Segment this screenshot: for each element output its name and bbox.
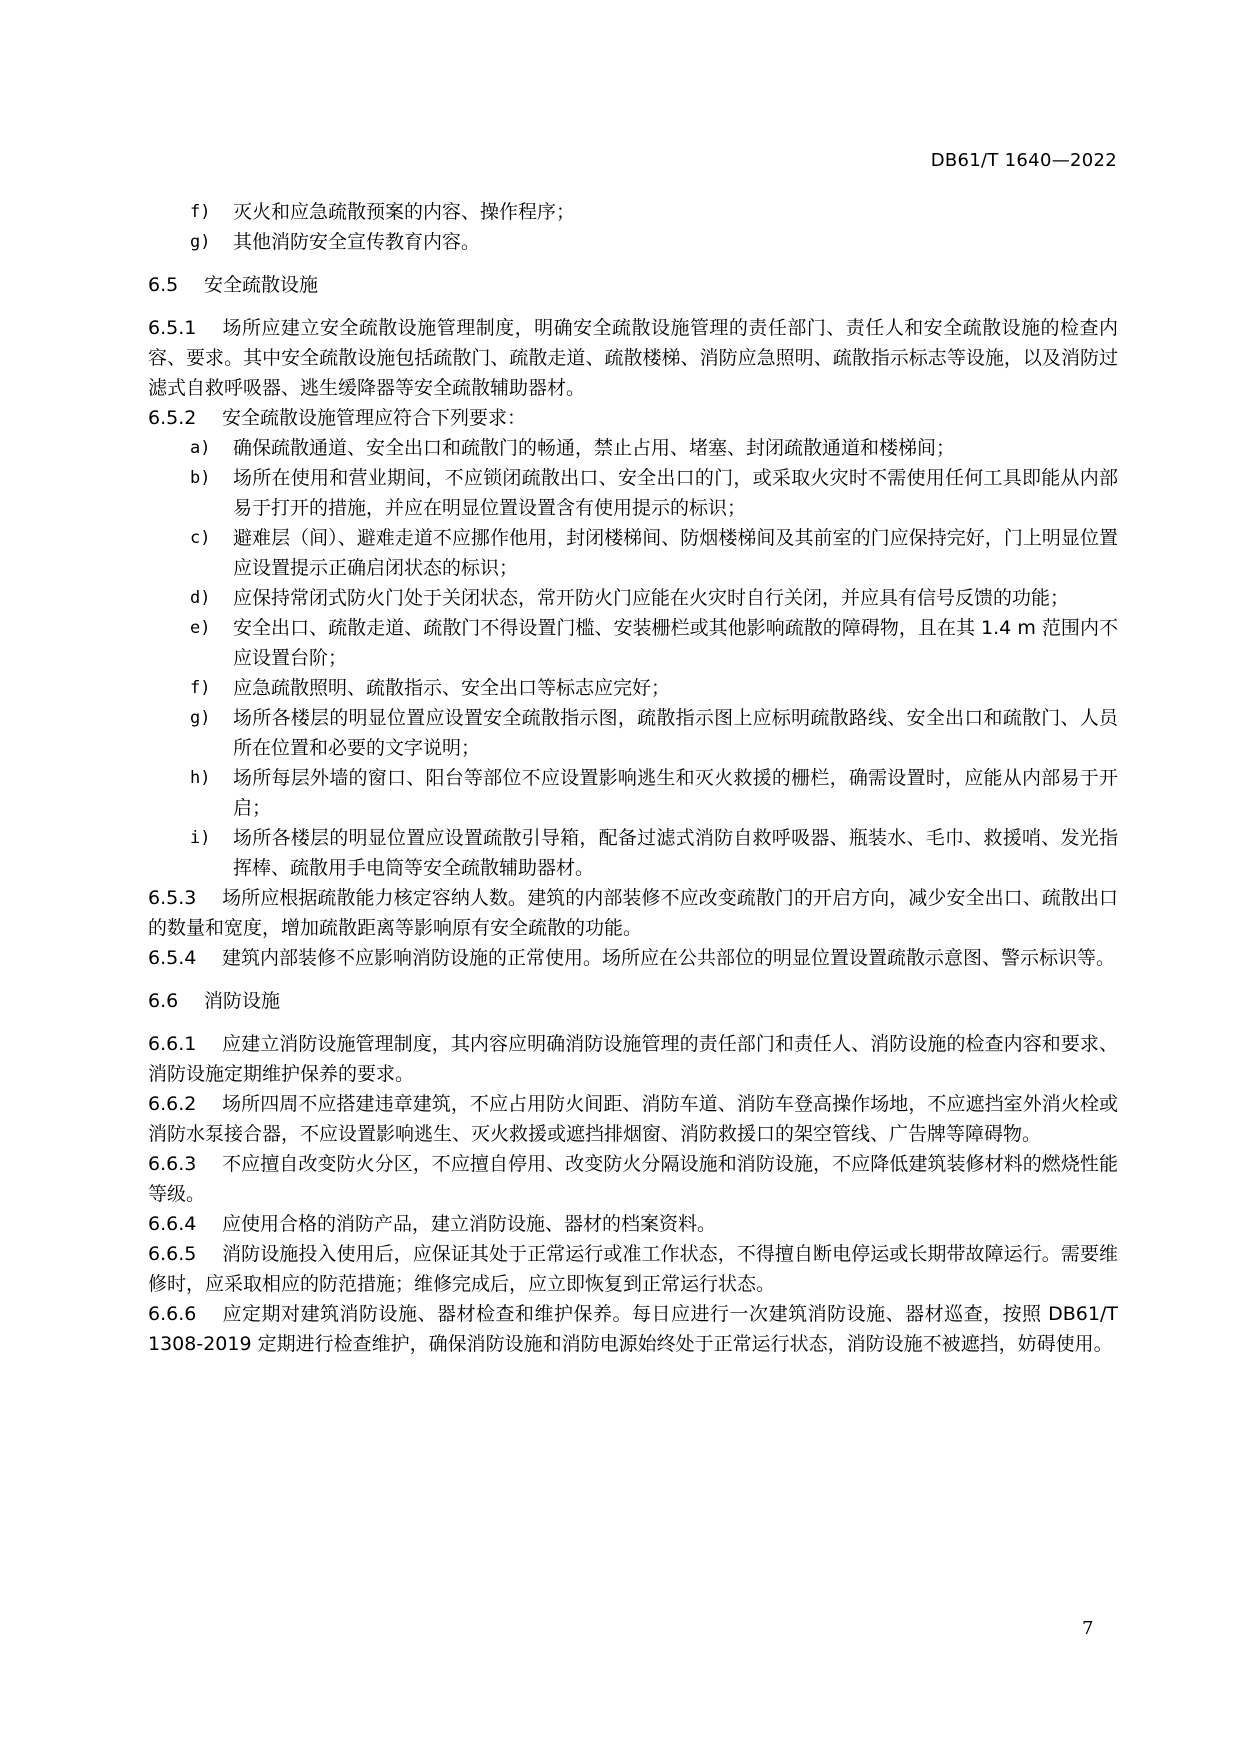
clause-number: 6.5.1 (148, 317, 197, 339)
list-text: 安全出口、疏散走道、疏散门不得设置门槛、安装栅栏或其他影响疏散的障碍物，且在其 1.4 m 范围内不应设置台阶； (233, 617, 1118, 669)
clause-text: 场所应建立安全疏散设施管理制度，明确安全疏散设施管理的责任部门、责任人和安全疏散设施的检查内容、要求。其中安全疏散设施包括疏散门、疏散走道、疏散楼梯、消防应急照明、疏散指示标志等设施，以及消防过滤式自救呼吸器、逃生缓降器等安全疏散辅助器材。 (148, 317, 1118, 399)
section-heading-6-6 (148, 986, 1118, 1016)
list-text: 避难层（间）、避难走道不应挪作他用，封闭楼梯间、防烟楼梯间及其前室的门应保持完好，门上明显位置应设置提示正确启闭状态的标识； (233, 527, 1118, 579)
clause-text: 场所应根据疏散能力核定容纳人数。建筑的内部装修不应改变疏散门的开启方向，减少安全出口、疏散出口的数量和宽度，增加疏散距离等影响原有安全疏散的功能。 (148, 887, 1118, 939)
list-item (190, 197, 1118, 227)
clause-paragraph (148, 883, 1118, 943)
list-item (190, 613, 1118, 673)
list-text: 场所在使用和营业期间，不应锁闭疏散出口、安全出口的门，或采取火灾时不需使用任何工具即能从内部易于打开的措施，并应在明显位置设置含有使用提示的标识； (233, 467, 1118, 519)
document-code-header: DB61/T 1640—2022 (930, 150, 1117, 171)
clause-text: 安全疏散设施管理应符合下列要求： (222, 407, 527, 429)
list-marker: e) (190, 618, 211, 638)
list-marker: d) (190, 588, 211, 608)
clause-number: 6.6.5 (148, 1243, 197, 1265)
list-item (190, 673, 1118, 703)
list-item (190, 823, 1118, 883)
section-number: 6.6 (148, 990, 179, 1012)
list-text: 确保疏散通道、安全出口和疏散门的畅通，禁止占用、堵塞、封闭疏散通道和楼梯间； (233, 437, 956, 459)
clause-text: 应定期对建筑消防设施、器材检查和维护保养。每日应进行一次建筑消防设施、器材巡查，按照 DB61/T 1308-2019 定期进行检查维护，确保消防设施和消防电源始终处于正常运行状态，消防设施不被遮挡，妨碍使用。 (148, 1303, 1118, 1355)
list-marker: g) (190, 232, 211, 252)
list-item (190, 763, 1118, 823)
clause-paragraph (148, 1029, 1118, 1089)
list-marker: a) (190, 438, 211, 458)
list-marker: f) (190, 678, 211, 698)
clause-text: 建筑内部装修不应影响消防设施的正常使用。场所应在公共部位的明显位置设置疏散示意图、警示标识等。 (222, 947, 1116, 969)
clause-text: 应使用合格的消防产品，建立消防设施、器材的档案资料。 (222, 1213, 717, 1235)
list-marker: b) (190, 468, 211, 488)
list-text: 场所各楼层的明显位置应设置安全疏散指示图，疏散指示图上应标明疏散路线、安全出口和疏散门、人员所在位置和必要的文字说明； (233, 707, 1118, 759)
clause-number: 6.6.4 (148, 1213, 197, 1235)
page-number: 7 (1082, 1618, 1094, 1639)
list-item (190, 463, 1118, 523)
clause-paragraph (148, 1239, 1118, 1299)
list-text: 场所每层外墙的窗口、阳台等部位不应设置影响逃生和灭火救援的栅栏，确需设置时，应能从内部易于开启； (233, 767, 1118, 819)
list-marker: f) (190, 202, 211, 222)
clause-number: 6.5.4 (148, 947, 197, 969)
clause-text: 应建立消防设施管理制度，其内容应明确消防设施管理的责任部门和责任人、消防设施的检查内容和要求、消防设施定期维护保养的要求。 (148, 1033, 1118, 1085)
list-item (190, 433, 1118, 463)
section-title: 安全疏散设施 (204, 274, 319, 296)
list-marker: g) (190, 708, 211, 728)
list-text: 场所各楼层的明显位置应设置疏散引导箱，配备过滤式消防自救呼吸器、瓶装水、毛巾、救援哨、发光指挥棒、疏散用手电筒等安全疏散辅助器材。 (233, 827, 1118, 879)
list-text: 其他消防安全宣传教育内容。 (233, 231, 481, 253)
list-marker: i) (190, 828, 211, 848)
list-text: 应急疏散照明、疏散指示、安全出口等标志应完好； (233, 677, 671, 699)
list-item (190, 523, 1118, 583)
list-text: 灭火和应急疏散预案的内容、操作程序； (233, 201, 576, 223)
clause-paragraph (148, 943, 1118, 973)
section-heading-6-5 (148, 270, 1118, 300)
clause-number: 6.5.3 (148, 887, 197, 909)
clause-number: 6.6.6 (148, 1303, 197, 1325)
clause-text: 消防设施投入使用后，应保证其处于正常运行或准工作状态，不得擅自断电停运或长期带故障运行。需要维修时，应采取相应的防范措施；维修完成后，应立即恢复到正常运行状态。 (148, 1243, 1118, 1295)
document-body (148, 197, 1118, 1359)
list-item (190, 583, 1118, 613)
list-text: 应保持常闭式防火门处于关闭状态，常开防火门应能在火灾时自行关闭，并应具有信号反馈的功能； (233, 587, 1070, 609)
list-marker: h) (190, 768, 211, 788)
section-number: 6.5 (148, 274, 179, 296)
list-marker: c) (190, 528, 211, 548)
clause-paragraph (148, 1149, 1118, 1209)
section-title: 消防设施 (204, 990, 281, 1012)
clause-number: 6.6.3 (148, 1153, 197, 1175)
clause-paragraph (148, 1209, 1118, 1239)
clause-paragraph (148, 313, 1118, 403)
clause-paragraph (148, 403, 1118, 433)
clause-number: 6.5.2 (148, 407, 197, 429)
clause-text: 不应擅自改变防火分区，不应擅自停用、改变防火分隔设施和消防设施，不应降低建筑装修材料的燃烧性能等级。 (148, 1153, 1118, 1205)
list-item (190, 703, 1118, 763)
clause-text: 场所四周不应搭建违章建筑，不应占用防火间距、消防车道、消防车登高操作场地，不应遮挡室外消火栓或消防水泵接合器，不应设置影响逃生、灭火救援或遮挡排烟窗、消防救援口的架空管线、广告牌等障碍物。 (148, 1093, 1118, 1145)
clause-paragraph (148, 1299, 1118, 1359)
list-item (190, 227, 1118, 257)
clause-paragraph (148, 1089, 1118, 1149)
clause-number: 6.6.2 (148, 1093, 197, 1115)
clause-number: 6.6.1 (148, 1033, 197, 1055)
